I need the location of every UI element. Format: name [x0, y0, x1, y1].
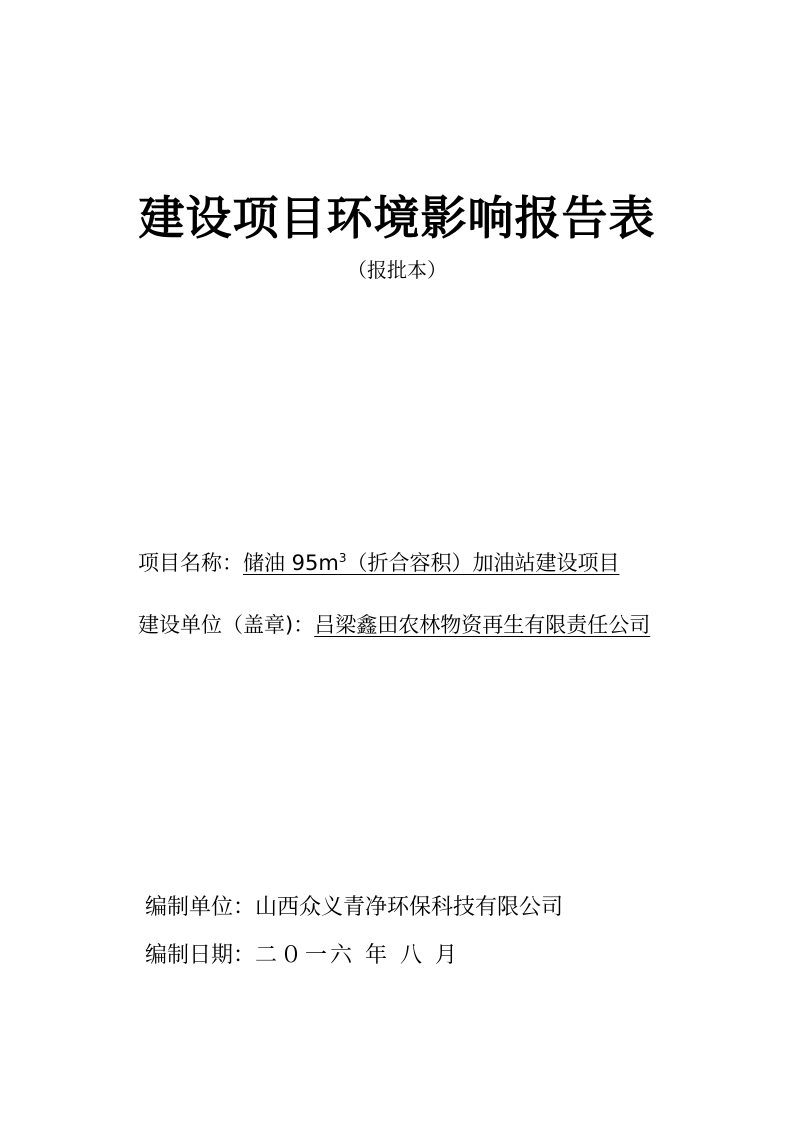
compiling-unit-value: 山西众义青净环保科技有限公司 [255, 895, 564, 920]
project-name-value-suffix: （折合容积）加油站建设项目 [346, 551, 620, 575]
project-name-value-superscript: 3 [338, 551, 347, 565]
compiling-date-label: 编制日期： [145, 943, 256, 968]
construction-unit-field [138, 610, 650, 640]
compiling-unit-field [145, 893, 563, 923]
project-name-value-prefix: 储油 95m [243, 551, 339, 575]
project-name-value [243, 551, 620, 575]
project-name-label: 项目名称： [138, 551, 243, 575]
document-subtitle: （报批本） [347, 258, 447, 282]
construction-unit-value: 吕梁鑫田农林物资再生有限责任公司 [314, 613, 651, 637]
construction-unit-label: 建设单位（盖章)： [138, 613, 315, 637]
document-title: 建设项目环境影响报告表 [138, 191, 656, 245]
compiling-date-value: 二０一六 年 八 月 [255, 943, 460, 968]
compiling-unit-label: 编制单位： [145, 895, 256, 920]
compiling-date-field [145, 941, 460, 971]
project-name-field [138, 543, 620, 578]
